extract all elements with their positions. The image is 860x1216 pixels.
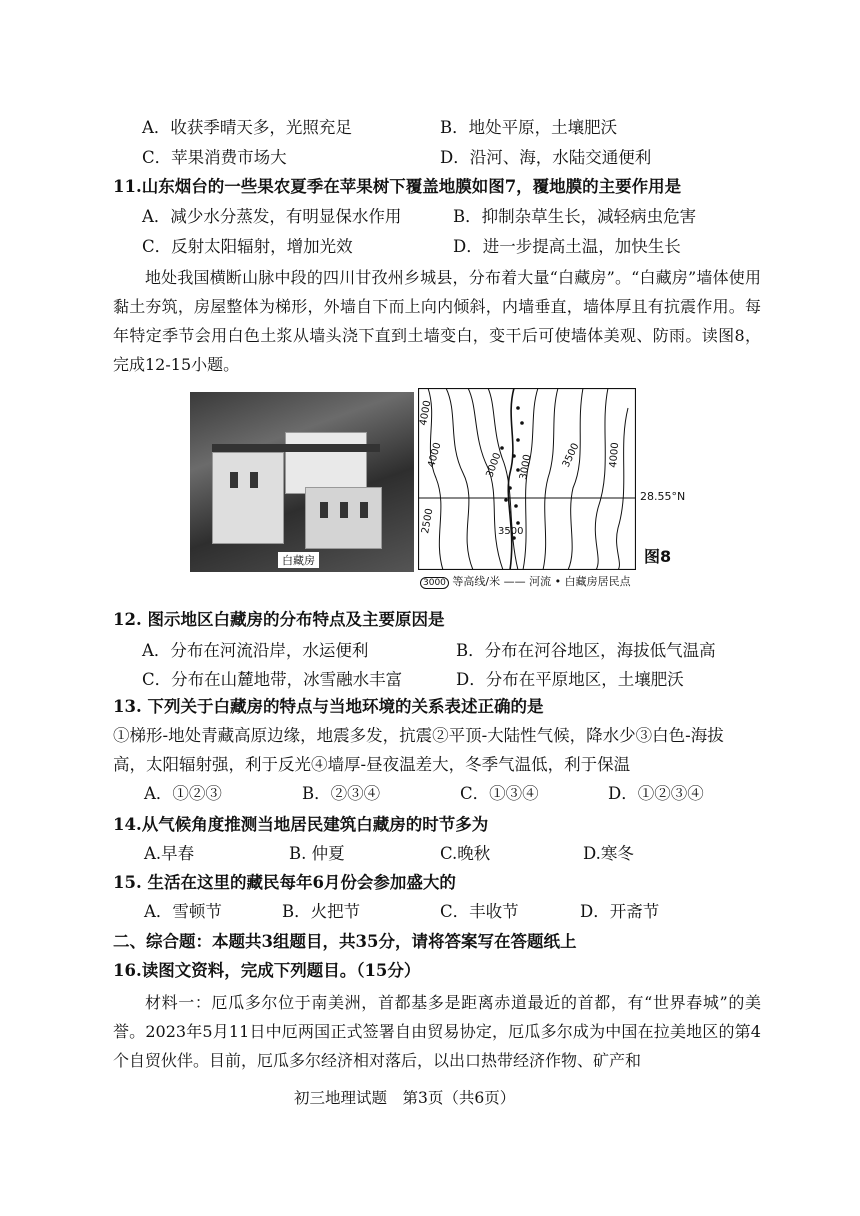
contour-map xyxy=(418,388,636,570)
q12-option-d: D．分布在平原地区，土壤肥沃 xyxy=(456,670,684,689)
q14-option-d: D.寒冬 xyxy=(583,844,634,863)
q13-option-d: D．①②③④ xyxy=(608,784,704,803)
q10-option-d: D．沿河、海，水陆交通便利 xyxy=(440,148,652,167)
q15-option-b: B．火把节 xyxy=(282,902,361,921)
photo-caption: 白藏房 xyxy=(278,552,319,568)
contour-label: 4000 xyxy=(608,441,622,469)
contour-label: 3000 xyxy=(484,451,504,480)
q12-option-c: C．分布在山麓地带，冰雪融水丰富 xyxy=(142,670,403,689)
contour-label: 4000 xyxy=(426,441,444,469)
legend-contour-sample: 3000 xyxy=(420,577,449,589)
white-tibetan-house-photo xyxy=(190,392,414,572)
contour-label: 4000 xyxy=(418,399,434,427)
figure-label: 图8 xyxy=(644,547,672,566)
q12-stem: 12. 图示地区白藏房的分布特点及主要原因是 xyxy=(113,610,445,629)
q12-option-a: A．分布在河流沿岸，水运便利 xyxy=(142,641,369,660)
q15-option-a: A．雪顿节 xyxy=(144,902,222,921)
contour-label: 2500 xyxy=(420,507,436,535)
map-legend xyxy=(420,573,631,589)
q12-option-b: B．分布在河谷地区，海拔低气温高 xyxy=(456,641,716,660)
q10-option-c: C．苹果消费市场大 xyxy=(142,148,287,167)
q14-option-c: C.晚秋 xyxy=(440,844,491,863)
q11-stem: 11.山东烟台的一些果农夏季在苹果树下覆盖地膜如图7，覆地膜的主要作用是 xyxy=(113,177,682,196)
q13-statements-line1: ①梯形-地处青藏高原边缘，地震多发，抗震②平顶-大陆性气候，降水少③白色-海拔 xyxy=(113,726,724,745)
q11-option-d: D．进一步提高土温，加快生长 xyxy=(453,237,681,256)
q15-option-d: D．开斋节 xyxy=(580,902,660,921)
q16-stem: 16.读图文资料，完成下列题目。（15分） xyxy=(113,961,421,980)
passage-text: 地处我国横断山脉中段的四川甘孜州乡城县，分布着大量“白藏房”。“白藏房”墙体使用黏土夯筑，房屋整体为梯形，外墙自下而上向内倾斜，内墙垂直，墙体厚且有抗震作用。每年特定季节会用白色土浆从墙头浇下直到土墙变白，变干后可使墙体美观、防雨。读图8，完成12-15小题。 xyxy=(113,268,761,374)
contour-label: 3500 xyxy=(560,441,582,470)
q11-option-b: B．抑制杂草生长，减轻病虫危害 xyxy=(453,207,697,226)
latitude-label: 28.55°N xyxy=(640,490,686,503)
q10-option-b: B．地处平原，土壤肥沃 xyxy=(440,118,618,137)
q15-stem: 15. 生活在这里的藏民每年6月份会参加盛大的 xyxy=(113,873,456,892)
q14-option-b: B. 仲夏 xyxy=(289,844,345,863)
contour-label: 3500 xyxy=(498,526,524,537)
q11-option-c: C．反射太阳辐射，增加光效 xyxy=(142,237,353,256)
q13-option-c: C．①③④ xyxy=(460,784,539,803)
q14-option-a: A.早春 xyxy=(144,844,195,863)
legend-text: 等高线/米 —— 河流 • 白藏房居民点 xyxy=(452,575,631,588)
contour-label: 3000 xyxy=(518,453,534,481)
q16-material: 材料一：厄瓜多尔位于南美洲，首都基多是距离赤道最近的首都，有“世界春城”的美誉。2023年5月11日中厄两国正式签署自由贸易协定，厄瓜多尔成为中国在拉美地区的第4个自贸伙伴。目前，厄瓜多尔经济相对落后，以出口热带经济作物、矿产和 xyxy=(113,993,761,1070)
page-footer: 初三地理试题 第3页（共6页） xyxy=(294,1089,516,1107)
q13-option-a: A．①②③ xyxy=(144,784,222,803)
q13-stem: 13. 下列关于白藏房的特点与当地环境的关系表述正确的是 xyxy=(113,697,544,716)
q11-option-a: A．减少水分蒸发，有明显保水作用 xyxy=(142,207,402,226)
section2-heading: 二、综合题：本题共3组题目，共35分，请将答案写在答题纸上 xyxy=(113,932,577,951)
q15-option-c: C．丰收节 xyxy=(440,902,519,921)
q14-stem: 14.从气候角度推测当地居民建筑白藏房的时节多为 xyxy=(113,815,489,834)
q10-option-a: A．收获季晴天多，光照充足 xyxy=(142,118,352,137)
q13-option-b: B．②③④ xyxy=(302,784,381,803)
q13-statements-line2: 高，太阳辐射强，利于反光④墙厚-昼夜温差大，冬季气温低，利于保温 xyxy=(113,755,631,774)
